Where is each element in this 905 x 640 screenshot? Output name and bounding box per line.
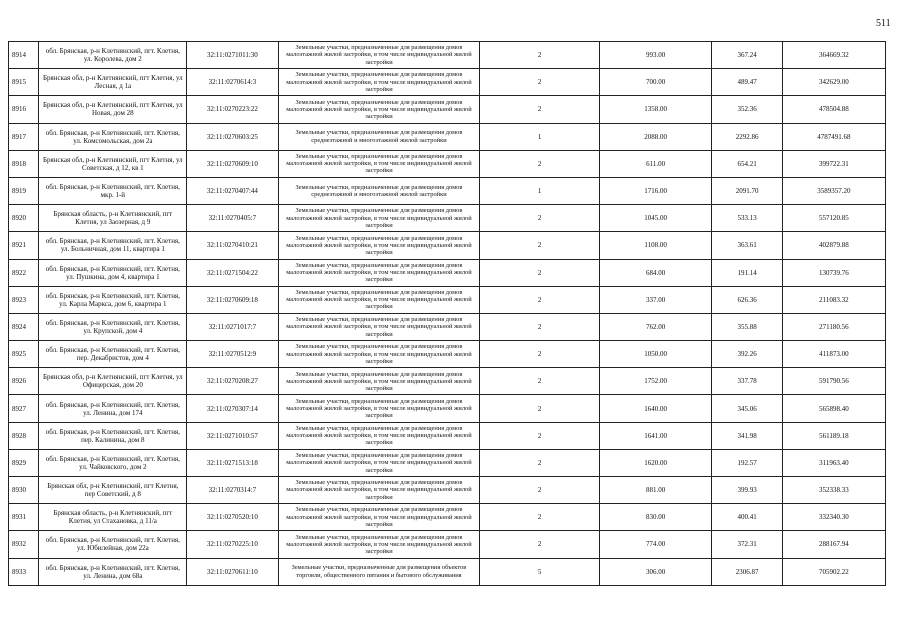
area-cell: 993.00 — [599, 42, 712, 69]
area-cell: 1716.00 — [599, 177, 712, 204]
area-cell: 1045.00 — [599, 205, 712, 232]
cadastral-value-cell: 332340.30 — [782, 504, 885, 531]
category-cell: 5 — [480, 558, 600, 585]
land-use-cell: Земельные участки, предназначенные для размещения домов малоэтажной жилой застройки, в том числе индивидуальной жилой застройки — [278, 477, 480, 504]
table-row — [9, 504, 886, 531]
category-cell: 2 — [480, 449, 600, 476]
address-cell: Брянская область, р-н Клетнянский, пгт Клетня, ул Стахановка, д 11/а — [39, 504, 187, 531]
cadastral-number-cell: 32:11:0270223:22 — [187, 96, 278, 123]
cadastral-number-cell: 32:11:0270603:25 — [187, 123, 278, 150]
row-number-cell: 8915 — [9, 69, 39, 96]
table-row — [9, 422, 886, 449]
table-row — [9, 123, 886, 150]
table-row — [9, 477, 886, 504]
row-number-cell: 8920 — [9, 205, 39, 232]
land-use-cell: Земельные участки, предназначенные для размещения домов малоэтажной жилой застройки, в том числе индивидуальной жилой застройки — [278, 395, 480, 422]
cadastral-number-cell: 32:11:0270611:10 — [187, 558, 278, 585]
category-cell: 2 — [480, 232, 600, 259]
specific-value-cell: 352.36 — [712, 96, 782, 123]
cadastral-number-cell: 32:11:0271017:7 — [187, 313, 278, 340]
cadastral-number-cell: 32:11:0270208:27 — [187, 368, 278, 395]
cadastral-value-cell: 478504.88 — [782, 96, 885, 123]
land-use-cell: Земельные участки, предназначенные для размещения домов малоэтажной жилой застройки, в том числе индивидуальной жилой застройки — [278, 259, 480, 286]
specific-value-cell: 400.41 — [712, 504, 782, 531]
area-cell: 1358.00 — [599, 96, 712, 123]
land-use-cell: Земельные участки, предназначенные для размещения объектов торговли, общественного питания и бытового обслуживания — [278, 558, 480, 585]
area-cell: 762.00 — [599, 313, 712, 340]
area-cell: 1108.00 — [599, 232, 712, 259]
row-number-cell: 8917 — [9, 123, 39, 150]
row-number-cell: 8914 — [9, 42, 39, 69]
land-use-cell: Земельные участки, предназначенные для размещения домов малоэтажной жилой застройки, в том числе индивидуальной жилой застройки — [278, 504, 480, 531]
category-cell: 1 — [480, 123, 600, 150]
cadastral-value-cell: 3589357.20 — [782, 177, 885, 204]
area-cell: 306.00 — [599, 558, 712, 585]
category-cell: 2 — [480, 504, 600, 531]
category-cell: 2 — [480, 205, 600, 232]
row-number-cell: 8916 — [9, 96, 39, 123]
address-cell: обл. Брянская, р-н Клетнянский, пгт. Клетня, ул. Королева, дом 2 — [39, 42, 187, 69]
specific-value-cell: 363.61 — [712, 232, 782, 259]
category-cell: 2 — [480, 313, 600, 340]
row-number-cell: 8928 — [9, 422, 39, 449]
land-use-cell: Земельные участки, предназначенные для размещения домов малоэтажной жилой застройки, в том числе индивидуальной жилой застройки — [278, 341, 480, 368]
cadastral-value-cell: 591790.56 — [782, 368, 885, 395]
specific-value-cell: 345.06 — [712, 395, 782, 422]
area-cell: 1640.00 — [599, 395, 712, 422]
cadastral-value-cell: 271180.56 — [782, 313, 885, 340]
specific-value-cell: 367.24 — [712, 42, 782, 69]
row-number-cell: 8933 — [9, 558, 39, 585]
specific-value-cell: 337.78 — [712, 368, 782, 395]
cadastral-value-cell: 130739.76 — [782, 259, 885, 286]
land-use-cell: Земельные участки, предназначенные для размещения домов малоэтажной жилой застройки, в том числе индивидуальной жилой застройки — [278, 69, 480, 96]
address-cell: обл. Брянская, р-н Клетнянский, пгт. Клетня, пер. Декабристов, дом 4 — [39, 341, 187, 368]
area-cell: 611.00 — [599, 150, 712, 177]
land-use-cell: Земельные участки, предназначенные для размещения домов малоэтажной жилой застройки, в том числе индивидуальной жилой застройки — [278, 449, 480, 476]
table-row — [9, 96, 886, 123]
cadastral-value-cell: 399722.31 — [782, 150, 885, 177]
category-cell: 2 — [480, 531, 600, 558]
specific-value-cell: 192.57 — [712, 449, 782, 476]
area-cell: 1641.00 — [599, 422, 712, 449]
cadastral-number-cell: 32:11:0271011:30 — [187, 42, 278, 69]
table-row — [9, 313, 886, 340]
area-cell: 684.00 — [599, 259, 712, 286]
cadastral-value-cell: 364669.32 — [782, 42, 885, 69]
land-use-cell: Земельные участки, предназначенные для размещения домов малоэтажной жилой застройки, в том числе индивидуальной жилой застройки — [278, 150, 480, 177]
row-number-cell: 8924 — [9, 313, 39, 340]
row-number-cell: 8921 — [9, 232, 39, 259]
category-cell: 2 — [480, 368, 600, 395]
specific-value-cell: 399.93 — [712, 477, 782, 504]
address-cell: обл. Брянская, р-н Клетнянский, пгт. Клетня, ул. Ленина, дом 68а — [39, 558, 187, 585]
area-cell: 2088.00 — [599, 123, 712, 150]
row-number-cell: 8922 — [9, 259, 39, 286]
land-use-cell: Земельные участки, предназначенные для размещения домов малоэтажной жилой застройки, в том числе индивидуальной жилой застройки — [278, 96, 480, 123]
table-row — [9, 69, 886, 96]
specific-value-cell: 372.31 — [712, 531, 782, 558]
specific-value-cell: 355.88 — [712, 313, 782, 340]
land-use-cell: Земельные участки, предназначенные для размещения домов малоэтажной жилой застройки, в том числе индивидуальной жилой застройки — [278, 205, 480, 232]
specific-value-cell: 2091.70 — [712, 177, 782, 204]
row-number-cell: 8918 — [9, 150, 39, 177]
cadastral-value-cell: 402879.88 — [782, 232, 885, 259]
land-use-cell: Земельные участки, предназначенные для размещения домов среднеэтажной и многоэтажной жилой застройки — [278, 123, 480, 150]
row-number-cell: 8919 — [9, 177, 39, 204]
cadastral-value-cell: 342629.00 — [782, 69, 885, 96]
table-row — [9, 558, 886, 585]
row-number-cell: 8929 — [9, 449, 39, 476]
address-cell: обл. Брянская, р-н Клетнянский, пгт. Клетня, ул. Пушкина, дом 4, квартира 1 — [39, 259, 187, 286]
cadastral-number-cell: 32:11:0270307:14 — [187, 395, 278, 422]
cadastral-number-cell: 32:11:0270410:21 — [187, 232, 278, 259]
row-number-cell: 8930 — [9, 477, 39, 504]
cadastral-value-cell: 4787491.68 — [782, 123, 885, 150]
address-cell: обл. Брянская, р-н Клетнянский, пгт. Клетня, пер. Калинина, дом 8 — [39, 422, 187, 449]
specific-value-cell: 654.21 — [712, 150, 782, 177]
cadastral-number-cell: 32:11:0270609:10 — [187, 150, 278, 177]
area-cell: 1752.00 — [599, 368, 712, 395]
category-cell: 2 — [480, 150, 600, 177]
cadastral-number-cell: 32:11:0270512:9 — [187, 341, 278, 368]
row-number-cell: 8925 — [9, 341, 39, 368]
table-body — [9, 42, 886, 586]
category-cell: 2 — [480, 395, 600, 422]
address-cell: Брянская обл, р-н Клетнянский, пгт Клетня, ул Новая, дом 28 — [39, 96, 187, 123]
address-cell: Брянская обл, р-н Клетнянский, пгт Клетня, ул Лесная, д 1а — [39, 69, 187, 96]
table-row — [9, 341, 886, 368]
row-number-cell: 8932 — [9, 531, 39, 558]
land-use-cell: Земельные участки, предназначенные для размещения домов малоэтажной жилой застройки, в том числе индивидуальной жилой застройки — [278, 531, 480, 558]
address-cell: Брянская обл, р-н Клетнянский, пгт Клетня, ул Офицерская, дом 20 — [39, 368, 187, 395]
cadastral-number-cell: 32:11:0270407:44 — [187, 177, 278, 204]
cadastral-number-cell: 32:11:0271504:22 — [187, 259, 278, 286]
address-cell: Брянская область, р-н Клетнянский, пгт Клетня, ул Заозерная, д 9 — [39, 205, 187, 232]
category-cell: 2 — [480, 422, 600, 449]
table-row — [9, 150, 886, 177]
cadastral-number-cell: 32:11:0270405:7 — [187, 205, 278, 232]
land-use-cell: Земельные участки, предназначенные для размещения домов малоэтажной жилой застройки, в том числе индивидуальной жилой застройки — [278, 422, 480, 449]
address-cell: обл. Брянская, р-н Клетнянский, пгт. Клетня, ул. Ленина, дом 174 — [39, 395, 187, 422]
address-cell: Брянская обл, р-н Клетнянский, пгт Клетня, пер Советский, д 8 — [39, 477, 187, 504]
specific-value-cell: 2306.87 — [712, 558, 782, 585]
land-use-cell: Земельные участки, предназначенные для размещения домов среднеэтажной и многоэтажной жилой застройки — [278, 177, 480, 204]
row-number-cell: 8927 — [9, 395, 39, 422]
row-number-cell: 8923 — [9, 286, 39, 313]
table-row — [9, 205, 886, 232]
cadastral-value-cell: 705902.22 — [782, 558, 885, 585]
specific-value-cell: 626.36 — [712, 286, 782, 313]
address-cell: обл. Брянская, р-н Клетнянский, пгт. Клетня, ул. Карла Маркса, дом 6, квартира 1 — [39, 286, 187, 313]
cadastral-value-cell: 557120.85 — [782, 205, 885, 232]
area-cell: 1050.00 — [599, 341, 712, 368]
cadastral-value-cell: 352338.33 — [782, 477, 885, 504]
area-cell: 1620.00 — [599, 449, 712, 476]
specific-value-cell: 341.98 — [712, 422, 782, 449]
cadastral-value-cell: 311963.40 — [782, 449, 885, 476]
page-number: 511 — [876, 18, 891, 29]
specific-value-cell: 191.14 — [712, 259, 782, 286]
cadastral-value-cell: 411873.00 — [782, 341, 885, 368]
table-row — [9, 395, 886, 422]
land-use-cell: Земельные участки, предназначенные для размещения домов малоэтажной жилой застройки, в том числе индивидуальной жилой застройки — [278, 42, 480, 69]
category-cell: 2 — [480, 341, 600, 368]
category-cell: 2 — [480, 96, 600, 123]
category-cell: 1 — [480, 177, 600, 204]
area-cell: 337.00 — [599, 286, 712, 313]
category-cell: 2 — [480, 477, 600, 504]
cadastral-value-cell: 561189.18 — [782, 422, 885, 449]
land-use-cell: Земельные участки, предназначенные для размещения домов малоэтажной жилой застройки, в том числе индивидуальной жилой застройки — [278, 368, 480, 395]
cadastral-number-cell: 32:11:0271010:57 — [187, 422, 278, 449]
specific-value-cell: 2292.86 — [712, 123, 782, 150]
cadastral-value-cell: 211083.32 — [782, 286, 885, 313]
address-cell: обл. Брянская, р-н Клетнянский, пгт. Клетня, ул. Юбилейная, дом 22а — [39, 531, 187, 558]
table-row — [9, 232, 886, 259]
land-use-cell: Земельные участки, предназначенные для размещения домов малоэтажной жилой застройки, в том числе индивидуальной жилой застройки — [278, 313, 480, 340]
cadastral-number-cell: 32:11:0270225:10 — [187, 531, 278, 558]
address-cell: обл. Брянская, р-н Клетнянский, пгт. Клетня, ул. Комсомольская, дом 2а — [39, 123, 187, 150]
cadastral-number-cell: 32:11:0271513:18 — [187, 449, 278, 476]
row-number-cell: 8926 — [9, 368, 39, 395]
category-cell: 2 — [480, 42, 600, 69]
cadastral-number-cell: 32:11:0270609:18 — [187, 286, 278, 313]
address-cell: обл. Брянская, р-н Клетнянский, пгт. Клетня, ул. Крупской, дом 4 — [39, 313, 187, 340]
area-cell: 700.00 — [599, 69, 712, 96]
address-cell: обл. Брянская, р-н Клетнянский, пгт. Клетня, ул. Больничная, дом 11, квартира 1 — [39, 232, 187, 259]
address-cell: обл. Брянская, р-н Клетнянский, пгт. Клетня, мкр. 1-й — [39, 177, 187, 204]
table-row — [9, 259, 886, 286]
address-cell: обл. Брянская, р-н Клетнянский, пгт. Клетня, ул. Чайковского, дом 2 — [39, 449, 187, 476]
area-cell: 881.00 — [599, 477, 712, 504]
table-row — [9, 286, 886, 313]
row-number-cell: 8931 — [9, 504, 39, 531]
cadastral-number-cell: 32:11:0270520:10 — [187, 504, 278, 531]
cadastral-value-table — [8, 41, 886, 586]
table-row — [9, 177, 886, 204]
area-cell: 774.00 — [599, 531, 712, 558]
address-cell: Брянская обл, р-н Клетнянский, пгт Клетня, ул Советская, д 12, кв 1 — [39, 150, 187, 177]
land-use-cell: Земельные участки, предназначенные для размещения домов малоэтажной жилой застройки, в том числе индивидуальной жилой застройки — [278, 232, 480, 259]
cadastral-value-cell: 565898.40 — [782, 395, 885, 422]
category-cell: 2 — [480, 286, 600, 313]
category-cell: 2 — [480, 69, 600, 96]
cadastral-value-cell: 288167.94 — [782, 531, 885, 558]
area-cell: 830.00 — [599, 504, 712, 531]
table-row — [9, 449, 886, 476]
cadastral-number-cell: 32:11:0270614:3 — [187, 69, 278, 96]
category-cell: 2 — [480, 259, 600, 286]
table-row — [9, 42, 886, 69]
specific-value-cell: 489.47 — [712, 69, 782, 96]
specific-value-cell: 392.26 — [712, 341, 782, 368]
table-row — [9, 531, 886, 558]
land-use-cell: Земельные участки, предназначенные для размещения домов малоэтажной жилой застройки, в том числе индивидуальной жилой застройки — [278, 286, 480, 313]
table-row — [9, 368, 886, 395]
specific-value-cell: 533.13 — [712, 205, 782, 232]
cadastral-number-cell: 32:11:0270314:7 — [187, 477, 278, 504]
